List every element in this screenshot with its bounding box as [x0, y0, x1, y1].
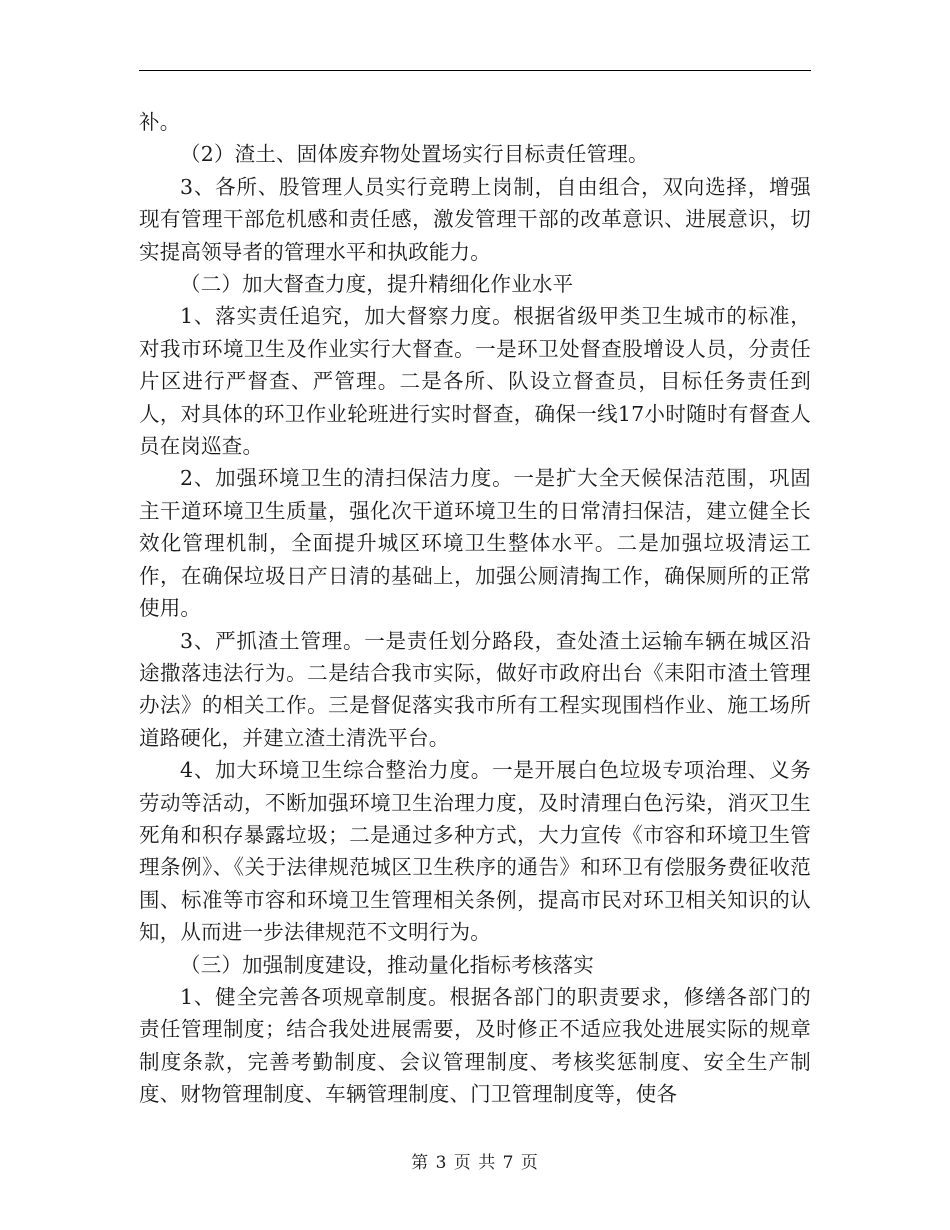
- document-body: [139, 106, 811, 1111]
- paragraph: 4、加大环境卫生综合整治力度。一是开展白色垃圾专项治理、义务劳动等活动，不断加强环境卫生治理力度，及时清理白色污染，消灭卫生死角和积存暴露垃圾；二是通过多种方式，大力宣传《市容和环境卫生管理条例》、《关于法律规范城区卫生秩序的通告》和环卫有偿服务费征收范围、标准等市容和环境卫生管理相关条例，提高市民对环卫相关知识的认知，从而进一步法律规范不文明行为。: [139, 758, 811, 945]
- paragraph: 1、健全完善各项规章制度。根据各部门的职责要求，修缮各部门的责任管理制度；结合我处进展需要，及时修正不适应我处进展实际的规章制度条款，完善考勤制度、会议管理制度、考核奖惩制度、安全生产制度、财物管理制度、车辆管理制度、门卫管理制度等，使各: [139, 984, 811, 1107]
- section-heading: （三）加强制度建设，推动量化指标考核落实: [180, 952, 594, 977]
- paragraph: （2）渣土、固体废弃物处置场实行目标责任管理。: [180, 142, 649, 167]
- paragraph: 1、落实责任追究，加大督察力度。根据省级甲类卫生城市的标准，对我市环境卫生及作业实行大督查。一是环卫处督查股增设人员，分责任片区进行严督查、严管理。二是各所、队设立督查员，目标任务责任到人，对具体的环卫作业轮班进行实时督查，确保一线17小时随时有督查人员在岗巡查。: [139, 304, 811, 459]
- section-heading: （二）加大督查力度，提升精细化作业水平: [180, 272, 574, 297]
- paragraph: 2、加强环境卫生的清扫保洁力度。一是扩大全天候保洁范围，巩固主干道环境卫生质量，强化次干道环境卫生的日常清扫保洁，建立健全长效化管理机制，全面提升城区环境卫生整体水平。二是加强垃圾清运工作，在确保垃圾日产日清的基础上，加强公厕清掏工作，确保厕所的正常使用。: [139, 466, 811, 621]
- header-rule: [139, 70, 811, 71]
- paragraph: 3、各所、股管理人员实行竞聘上岗制，自由组合，双向选择，增强现有管理干部危机感和责任感，激发管理干部的改革意识、进展意识，切实提高领导者的管理水平和执政能力。: [139, 174, 811, 264]
- paragraph: 3、严抓渣土管理。一是责任划分路段，查处渣土运输车辆在城区沿途撒落违法行为。二是结合我市实际，做好市政府出台《耒阳市渣土管理办法》的相关工作。三是督促落实我市所有工程实现围档作业、施工场所道路硬化，并建立渣土清洗平台。: [139, 628, 811, 750]
- paragraph: 补。: [139, 110, 181, 134]
- page-number-footer: 第 3 页 共 7 页: [411, 1153, 539, 1173]
